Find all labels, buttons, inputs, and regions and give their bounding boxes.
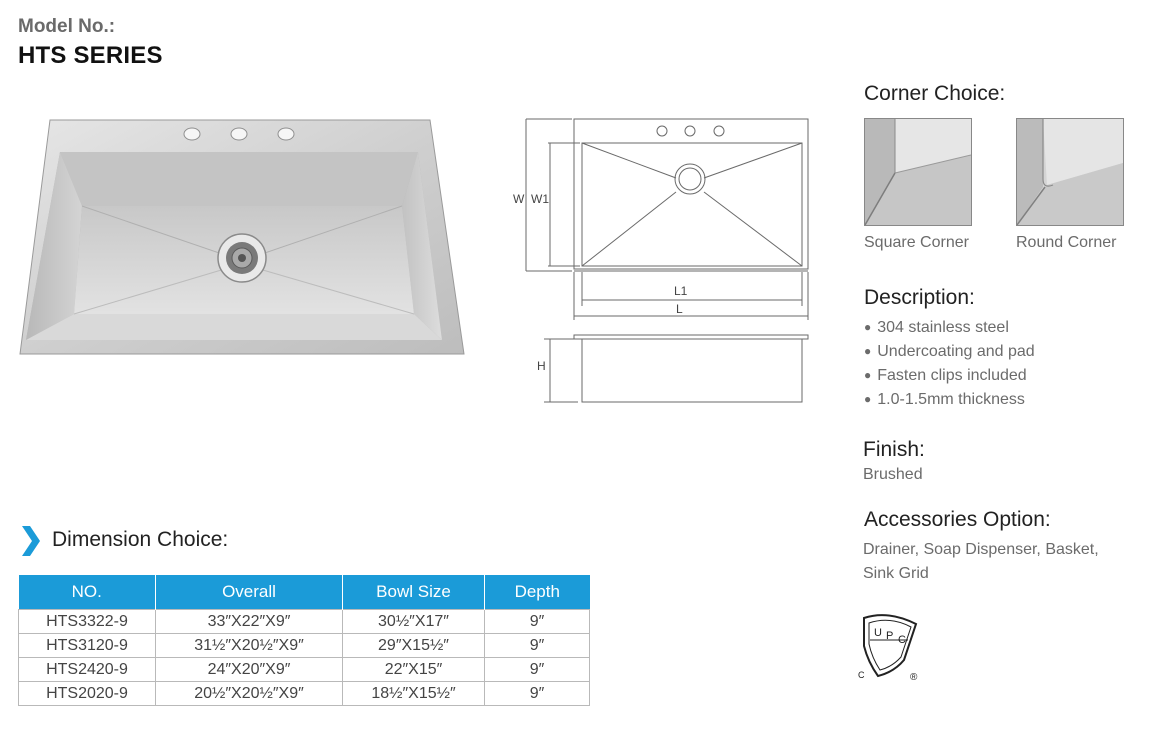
upc-letter: P bbox=[886, 630, 894, 642]
table-row bbox=[19, 682, 590, 706]
description-item: ● 304 stainless steel bbox=[864, 316, 1035, 340]
dimension-table bbox=[18, 575, 590, 706]
label-w1: W1 bbox=[531, 192, 549, 206]
column-header-depth: Depth bbox=[485, 575, 590, 610]
description-item: ● Fasten clips included bbox=[864, 364, 1035, 388]
cell-model: HTS3322-9 bbox=[19, 610, 156, 634]
cell-bowl-size: 29″X15½″ bbox=[343, 634, 485, 658]
table-row bbox=[19, 610, 590, 634]
chevron-right-icon bbox=[18, 526, 42, 556]
upc-letter: U bbox=[874, 627, 882, 639]
cell-overall: 33″X22″X9″ bbox=[156, 610, 343, 634]
label-h: H bbox=[537, 359, 546, 373]
dimension-choice-title: Dimension Choice: bbox=[52, 528, 229, 551]
model-label: Model No.: bbox=[18, 16, 116, 37]
accessories-value: Drainer, Soap Dispenser, Basket, Sink Grid bbox=[863, 541, 1099, 582]
square-corner-image bbox=[864, 118, 972, 226]
round-corner-label: Round Corner bbox=[1016, 234, 1117, 251]
cell-bowl-size: 30½″X17″ bbox=[343, 610, 485, 634]
cell-model: HTS2420-9 bbox=[19, 658, 156, 682]
cell-model: HTS2020-9 bbox=[19, 682, 156, 706]
table-row bbox=[19, 634, 590, 658]
upc-certification-logo bbox=[854, 610, 926, 686]
cell-bowl-size: 22″X15″ bbox=[343, 658, 485, 682]
cell-overall: 20½″X20½″X9″ bbox=[156, 682, 343, 706]
description-list bbox=[864, 316, 1035, 412]
column-header-overall: Overall bbox=[156, 575, 343, 610]
cell-bowl-size: 18½″X15½″ bbox=[343, 682, 485, 706]
square-corner-label: Square Corner bbox=[864, 234, 969, 251]
label-w: W bbox=[513, 192, 525, 206]
cell-overall: 24″X20″X9″ bbox=[156, 658, 343, 682]
technical-drawing bbox=[512, 112, 814, 408]
cell-depth: 9″ bbox=[485, 658, 590, 682]
description-item: ● Undercoating and pad bbox=[864, 340, 1035, 364]
round-corner-image bbox=[1016, 118, 1124, 226]
finish-title: Finish: bbox=[863, 438, 925, 461]
cell-model: HTS3120-9 bbox=[19, 634, 156, 658]
table-header-row bbox=[19, 575, 590, 610]
cell-depth: 9″ bbox=[485, 682, 590, 706]
accessories-title: Accessories Option: bbox=[864, 508, 1051, 531]
sink-photo bbox=[18, 118, 466, 358]
column-header-bowl-size: Bowl Size bbox=[343, 575, 485, 610]
description-item: ● 1.0-1.5mm thickness bbox=[864, 388, 1035, 412]
cell-depth: 9″ bbox=[485, 610, 590, 634]
upc-c-mark: C bbox=[858, 670, 865, 680]
column-header-no: NO. bbox=[19, 575, 156, 610]
label-l: L bbox=[676, 302, 683, 316]
cell-overall: 31½″X20½″X9″ bbox=[156, 634, 343, 658]
upc-registered-mark: ® bbox=[910, 672, 918, 683]
table-row bbox=[19, 658, 590, 682]
series-title: HTS SERIES bbox=[18, 42, 163, 69]
upc-letter: C bbox=[898, 634, 906, 646]
finish-value: Brushed bbox=[863, 466, 923, 483]
corner-choice-title: Corner Choice: bbox=[864, 82, 1006, 105]
description-title: Description: bbox=[864, 286, 975, 309]
label-l1: L1 bbox=[674, 284, 688, 298]
cell-depth: 9″ bbox=[485, 634, 590, 658]
